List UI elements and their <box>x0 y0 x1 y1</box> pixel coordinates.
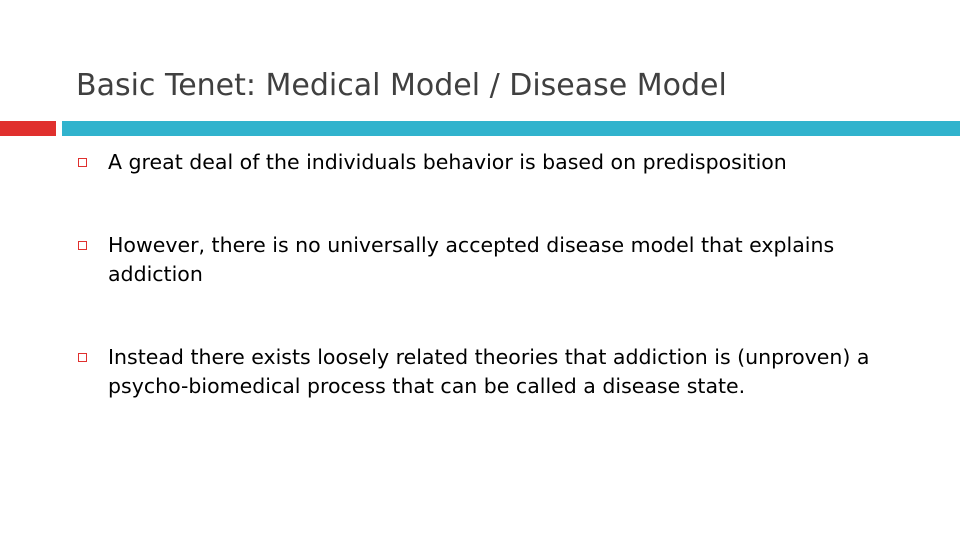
hollow-square-icon <box>78 158 87 167</box>
hollow-square-icon <box>78 241 87 250</box>
bullet-list <box>76 148 906 401</box>
bullet-item <box>76 231 906 289</box>
bullet-text: Instead there exists loosely related theories that addiction is (unproven) a psycho-biomedical process that can be called a disease state. <box>108 345 870 398</box>
slide-title: Basic Tenet: Medical Model / Disease Model <box>76 68 727 103</box>
title-accent-bar-left <box>0 121 56 136</box>
bullet-text: A great deal of the individuals behavior is based on predisposition <box>108 150 787 174</box>
title-accent-bar-main <box>62 121 960 136</box>
bullet-item <box>76 343 906 401</box>
hollow-square-icon <box>78 353 87 362</box>
bullet-item <box>76 148 906 177</box>
bullet-text: However, there is no universally accepted disease model that explains addiction <box>108 233 835 286</box>
